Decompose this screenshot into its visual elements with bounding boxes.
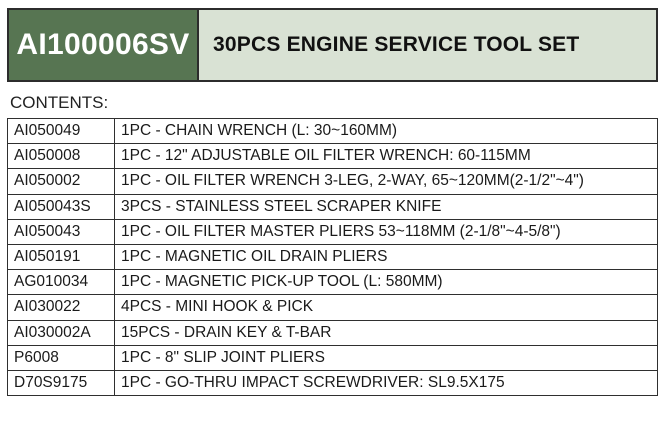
table-row (8, 370, 658, 395)
item-code: AI050002 (8, 169, 115, 194)
item-description: 4PCS - MINI HOOK & PICK (115, 295, 658, 320)
item-code: D70S9175 (8, 370, 115, 395)
item-description: 1PC - OIL FILTER WRENCH 3-LEG, 2-WAY, 65~120MM(2-1/2"~4") (115, 169, 658, 194)
product-header (7, 8, 658, 82)
item-code: AI030022 (8, 295, 115, 320)
table-row (8, 244, 658, 269)
item-description: 3PCS - STAINLESS STEEL SCRAPER KNIFE (115, 194, 658, 219)
item-description: 1PC - 12" ADJUSTABLE OIL FILTER WRENCH: 60-115MM (115, 144, 658, 169)
item-description: 1PC - OIL FILTER MASTER PLIERS 53~118MM (2-1/8"~4-5/8") (115, 219, 658, 244)
item-code: AI050043 (8, 219, 115, 244)
item-code: AI050191 (8, 244, 115, 269)
item-description: 1PC - MAGNETIC PICK-UP TOOL (L: 580MM) (115, 270, 658, 295)
item-code: AI050008 (8, 144, 115, 169)
item-description: 15PCS - DRAIN KEY & T-BAR (115, 320, 658, 345)
item-description: 1PC - CHAIN WRENCH (L: 30~160MM) (115, 119, 658, 144)
item-description: 1PC - MAGNETIC OIL DRAIN PLIERS (115, 244, 658, 269)
table-row (8, 270, 658, 295)
contents-table (7, 118, 658, 396)
item-code: P6008 (8, 345, 115, 370)
product-title: 30PCS ENGINE SERVICE TOOL SET (213, 33, 580, 56)
table-row (8, 194, 658, 219)
item-description: 1PC - 8" SLIP JOINT PLIERS (115, 345, 658, 370)
table-row (8, 320, 658, 345)
item-description: 1PC - GO-THRU IMPACT SCREWDRIVER: SL9.5X175 (115, 370, 658, 395)
table-row (8, 219, 658, 244)
item-code: AG010034 (8, 270, 115, 295)
table-row (8, 345, 658, 370)
item-code: AI030002A (8, 320, 115, 345)
contents-label: CONTENTS: (10, 93, 109, 112)
table-row (8, 295, 658, 320)
item-code: AI050049 (8, 119, 115, 144)
table-row (8, 119, 658, 144)
table-row (8, 169, 658, 194)
item-code: AI050043S (8, 194, 115, 219)
product-code: AI100006SV (9, 10, 199, 80)
table-row (8, 144, 658, 169)
